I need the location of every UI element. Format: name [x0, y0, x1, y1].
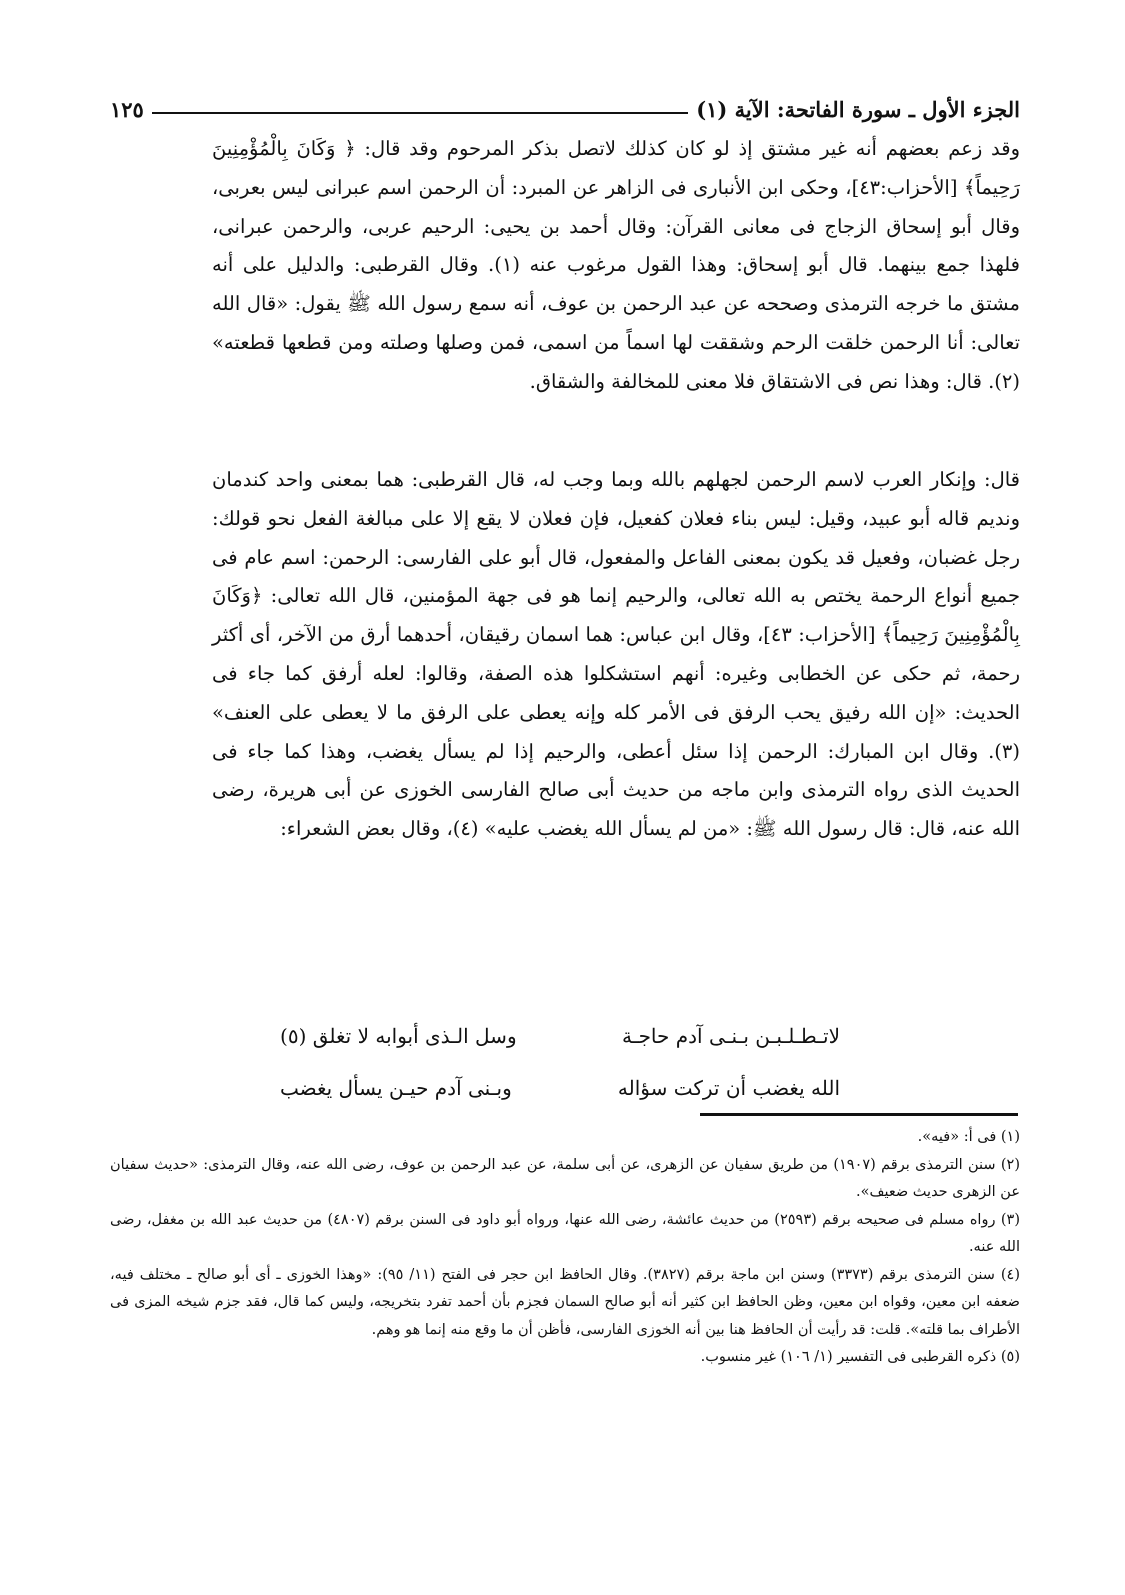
- header-title: الجزء الأول ـ سورة الفاتحة: الآية (١): [696, 97, 1020, 122]
- poem-hemistich: لاتـطـلـبـن بـنـى آدم حاجـة: [621, 1024, 840, 1048]
- footnote-separator: [700, 1113, 1018, 1116]
- poem-hemistich: وبـنى آدم حيـن يسأل يغضب: [280, 1076, 512, 1100]
- footnote-5: (٥) ذكره القرطبى فى التفسير (١/ ١٠٦) غير منسوب.: [700, 1349, 1020, 1365]
- poem: [280, 1010, 840, 1114]
- footnote-2: (٢) سنن الترمذى برقم (١٩٠٧) من طريق سفيان عن الزهرى، عن أبى سلمة، عن عبد الرحمن بن عوف، رضى الله عنه، وقال الترمذى: «حديث سفيان عن الزهرى حديث ضعيف».: [110, 1156, 1020, 1200]
- footnote-3: (٣) رواه مسلم فى صحيحه برقم (٢٥٩٣) من حديث عائشة، رضى الله عنها، ورواه أبو داود فى السنن برقم (٤٨٠٧) من حديث عبد الله بن مغفل، رضى الله عنه.: [110, 1211, 1020, 1255]
- paragraph-2: قال: وإنكار العرب لاسم الرحمن لجهلهم بالله وبما وجب له، قال القرطبى: هما بمعنى واحد كندمان ونديم قاله أبو عبيد، وقيل: ليس بناء فعلان كفعيل، فإن فعلان لا يقع إلا على مبالغة الفعل نحو قولك: رجل غضبان، وفعيل قد يكون بمعنى الفاعل والمفعول، قال أبو على الفارسى: الرحمن: اسم عام فى جميع أنواع الرحمة يختص به الله تعالى، والرحيم إنما هو فى جهة المؤمنين، قال الله تعالى: ﴿وَكَانَ بِالْمُؤْمِنِينَ رَحِيماً﴾ [الأحزاب: ٤٣]، وقال ابن عباس: هما اسمان رقيقان، أحدهما أرق من الآخر، أى أكثر رحمة، ثم حكى عن الخطابى وغيره: أنهم استشكلوا هذه الصفة، وقالوا: لعله أرفق كما جاء فى الحديث: «إن الله رفيق يحب الرفق فى الأمر كله وإنه يعطى على الرفق ما لا يعطى على العنف» (٣). وقال ابن المبارك: الرحمن إذا سئل أعطى، والرحيم إذا لم يسأل يغضب، وهذا كما جاء فى الحديث الذى رواه الترمذى وابن ماجه من حديث أبى صالح الفارسى الخوزى عن أبى هريرة، رضى الله عنه، قال: قال رسول الله ﷺ: «من لم يسأل الله يغضب عليه» (٤)، وقال بعض الشعراء:: [212, 468, 1020, 841]
- paragraph-1: وقد زعم بعضهم أنه غير مشتق إذ لو كان كذلك لاتصل بذكر المرحوم وقد قال: ﴿ وَكَانَ بِالْمُؤْمِنِينَ رَحِيماً﴾ [الأحزاب:٤٣]، وحكى ابن الأنبارى فى الزاهر عن المبرد: أن الرحمن اسم عبرانى ليس بعربى، وقال أبو إسحاق الزجاج فى معانى القرآن: وقال أحمد بن يحيى: الرحيم عربى، والرحمن عبرانى، فلهذا جمع بينهما. قال أبو إسحاق: وهذا القول مرغوب عنه (١). وقال القرطبى: والدليل على أنه مشتق ما خرجه الترمذى وصححه عن عبد الرحمن بن عوف، أنه سمع رسول الله ﷺ يقول: «قال الله تعالى: أنا الرحمن خلقت الرحم وشققت لها اسماً من اسمى، فمن وصلها وصلته ومن قطعها قطعته» (٢). قال: وهذا نص فى الاشتقاق فلا معنى للمخالفة والشقاق.: [212, 137, 1021, 393]
- poem-hemistich: وسل الـذى أبوابه لا تغلق (٥): [280, 1024, 517, 1048]
- running-header: [110, 82, 1020, 122]
- poem-verse-1: [280, 1010, 840, 1062]
- page-number: ١٢٥: [110, 97, 144, 122]
- footnote-1: (١) فى أ: «فيه».: [917, 1129, 1020, 1145]
- footnote-4: (٤) سنن الترمذى برقم (٣٣٧٣) وسنن ابن ماجة برقم (٣٨٢٧). وقال الحافظ ابن حجر فى الفتح (١١/ ٩٥): «وهذا الخوزى ـ أى أبو صالح ـ مختلف فيه، ضعفه ابن معين، وقواه ابن معين، وظن الحافظ ابن كثير أنه أبو صالح السمان فجزم بأن أحمد تفرد بتخريجه، وليس كما قال، فقد جزم شيخه المزى فى الأطراف بما قلته». قلت: قد رأيت أن الحافظ هنا بين أنه الخوزى الفارسى، فأظن أن ما وقع منه إنما هو وهم.: [110, 1266, 1021, 1338]
- header-rule: [152, 112, 688, 114]
- poem-hemistich: الله يغضب أن تركت سؤاله: [617, 1076, 840, 1100]
- footnotes: [110, 1124, 1020, 1372]
- poem-verse-2: [280, 1062, 840, 1114]
